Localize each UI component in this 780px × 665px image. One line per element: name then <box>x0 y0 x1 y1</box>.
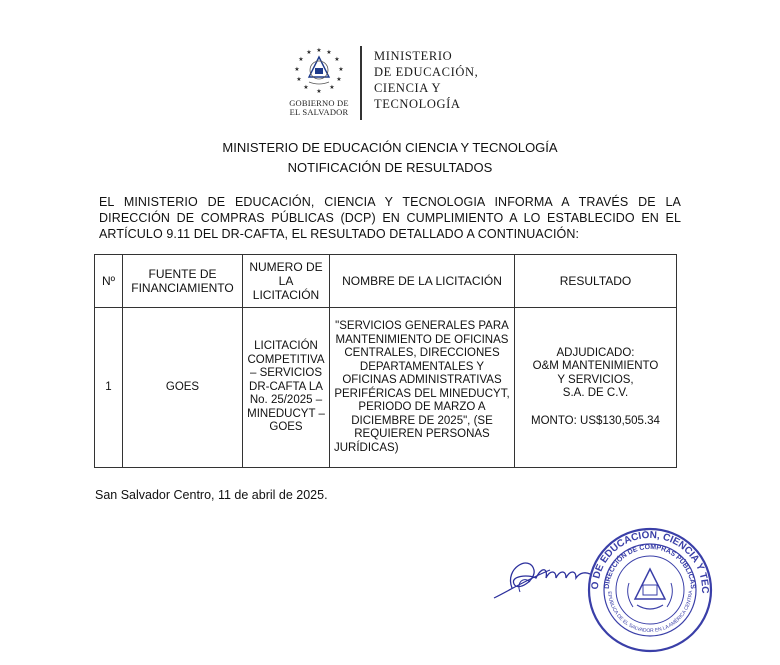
intro-paragraph: EL MINISTERIO DE EDUCACIÓN, CIENCIA Y TECNOLOGIA INFORMA A TRAVÉS DE LA DIRECCIÓN DE COMPRAS PÚBLICAS (DCP) EN CUMPLIMIENTO A LO ESTABLECIDO EN EL ARTÍCULO 9.11 DEL DR-CAFTA, EL RESULTADO DETALLADO A CONTINUACIÓN: <box>99 195 681 241</box>
result-company-line-2: Y SERVICIOS, <box>557 373 634 386</box>
svg-text:★: ★ <box>294 67 300 73</box>
cell-resultado <box>515 308 677 468</box>
table-row <box>95 308 677 468</box>
header-nombre: NOMBRE DE LA LICITACIÓN <box>330 255 515 308</box>
government-label <box>283 99 355 117</box>
svg-text:★: ★ <box>316 48 322 54</box>
svg-text:★: ★ <box>326 50 332 56</box>
handwritten-signature <box>490 548 600 609</box>
letterhead-divider <box>360 46 362 120</box>
result-spacer <box>519 401 672 415</box>
letterhead <box>283 42 503 124</box>
svg-text:REPÚBLICA DE EL SALVADOR EN LA: EPÚBLICA DE EL SALVADOR EN LA AMÉRICA CENTRA <box>605 590 695 635</box>
result-company-line-3: S.A. DE C.V. <box>562 387 629 400</box>
official-stamp <box>585 525 715 660</box>
svg-text:★: ★ <box>316 89 322 95</box>
document-title: MINISTERIO DE EDUCACIÓN CIENCIA Y TECNOLOGÍA <box>222 140 558 155</box>
place-date: San Salvador Centro, 11 de abril de 2025. <box>95 488 328 502</box>
svg-text:DIRECCIÓN DE COMPRAS PÚBLICAS: DIRECCIÓN DE COMPRAS PÚBLICAS <box>603 543 697 590</box>
cell-numero: LICITACIÓN COMPETITIVA – SERVICIOS DR-CAFTA LA No. 25/2025 – MINEDUCYT – GOES <box>243 308 330 468</box>
header-fuente: FUENTE DE FINANCIAMIENTO <box>123 255 243 308</box>
header-resultado: RESULTADO <box>515 255 677 308</box>
svg-text:★: ★ <box>306 50 312 56</box>
result-amount: MONTO: US$130,505.34 <box>531 414 660 427</box>
ministry-line-4: TECNOLOGÍA <box>374 97 461 111</box>
cell-fuente: GOES <box>123 308 243 468</box>
header-numero: NUMERO DE LA LICITACIÓN <box>243 255 330 308</box>
ministry-name <box>374 48 514 112</box>
table-header-row <box>95 255 677 308</box>
ministry-line-2: DE EDUCACIÓN, <box>374 65 479 79</box>
document-subtitle: NOTIFICACIÓN DE RESULTADOS <box>287 160 493 175</box>
government-emblem <box>283 42 355 124</box>
svg-text:MINISTERIO DE EDUCACIÓN, CIENC: O DE EDUCACIÓN, CIENCIA Y TEC <box>589 529 711 594</box>
header-no: Nº <box>95 255 123 308</box>
svg-text:★: ★ <box>303 85 309 91</box>
result-status: ADJUDICADO: <box>556 346 635 359</box>
svg-text:★: ★ <box>298 57 304 63</box>
svg-text:★: ★ <box>334 57 340 63</box>
ministry-line-3: CIENCIA Y <box>374 81 442 95</box>
svg-text:★: ★ <box>338 67 344 73</box>
svg-text:★: ★ <box>336 77 342 83</box>
gov-line-2: EL SALVADOR <box>289 107 349 117</box>
ministry-line-1: MINISTERIO <box>374 49 453 63</box>
cell-nombre: "SERVICIOS GENERALES PARA MANTENIMIENTO DE OFICINAS CENTRALES, DIRECCIONES DEPARTAMENTALES Y OFICINAS ADMINISTRATIVAS PERIFÉRICAS DEL MINEDUCYT, PERIODO DE MARZO A DICIEMBRE DE 2025", (SE REQUIEREN PERSONAS JURÍDICAS) <box>330 308 515 468</box>
result-company-line-1: O&M MANTENIMIENTO <box>532 360 659 373</box>
svg-text:★: ★ <box>329 85 335 91</box>
gov-line-1: GOBIERNO DE <box>289 98 349 108</box>
coat-of-arms-icon <box>287 44 351 98</box>
cell-no: 1 <box>95 308 123 468</box>
results-table <box>94 254 677 468</box>
svg-text:★: ★ <box>296 77 302 83</box>
